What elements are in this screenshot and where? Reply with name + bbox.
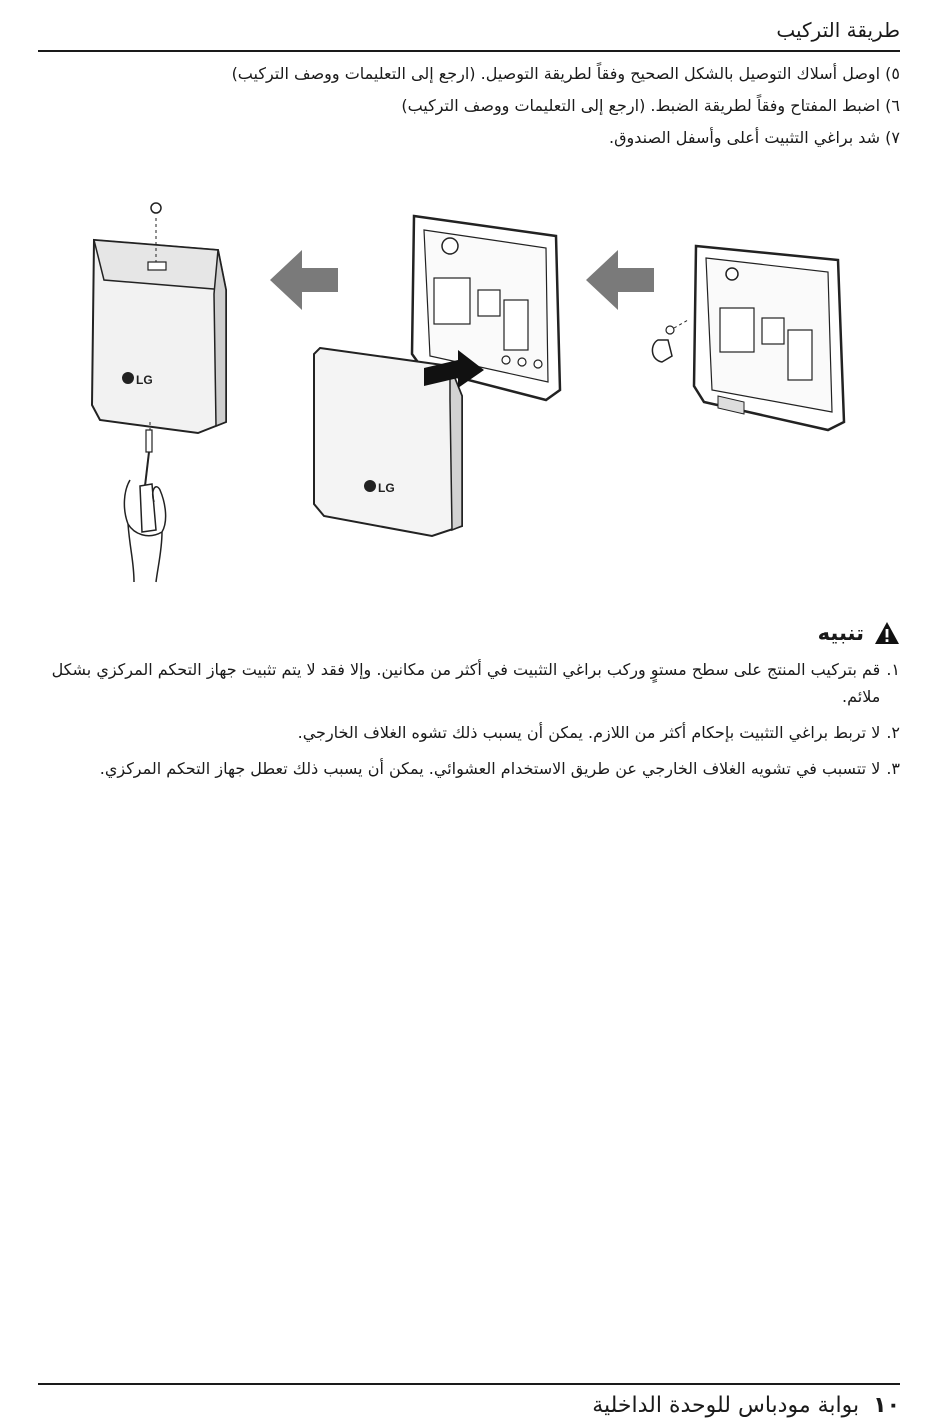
- page-footer: [38, 1383, 900, 1423]
- arrow-left-2: [586, 250, 654, 310]
- assembled-box: [92, 203, 226, 452]
- open-box-with-clamp: [652, 246, 844, 430]
- installation-steps: [38, 58, 900, 154]
- page-header: [38, 14, 900, 52]
- caution-item-text: قم بتركيب المنتج على سطح مستوٍ وركب براغي التثبيت في أكثر من مكانين. وإلا فقد لا يتم تثبيت جهاز التحكم المركزي بشكل ملائم.: [51, 660, 881, 706]
- caution-list: [38, 656, 900, 782]
- caution-item-text: لا تتسبب في تشويه الغلاف الخارجي عن طريق الاستخدام العشوائي. يمكن أن يسبب ذلك تعطل جهاز التحكم المركزي.: [99, 759, 881, 778]
- caution-section: [38, 618, 900, 791]
- caution-heading: [38, 618, 900, 648]
- lg-logo-1: LG: [136, 373, 153, 387]
- caution-title: تنبيه: [817, 621, 864, 645]
- caution-item-number: ٣.: [886, 759, 900, 778]
- screwdriver-and-hand: [124, 430, 165, 582]
- page-number: ١٠: [873, 1393, 900, 1418]
- step-5: ٥) اوصل أسلاك التوصيل بالشكل الصحيح وفقاً لطريقة التوصيل. (ارجع إلى التعليمات ووصف التركيب): [231, 64, 900, 83]
- caution-item-2: [38, 719, 900, 746]
- section-title: طريقة التركيب: [776, 18, 900, 42]
- step-6: ٦) اضبط المفتاح وفقاً لطريقة الضبط. (ارجع إلى التعليمات ووصف التركيب): [401, 96, 900, 115]
- step-7: ٧) شد براغي التثبيت أعلى وأسفل الصندوق.: [609, 128, 900, 147]
- arrow-left-1: [270, 250, 338, 310]
- caution-item-3: [38, 755, 900, 782]
- caution-item-1: [38, 656, 900, 710]
- installation-diagram: [38, 190, 900, 590]
- warning-triangle-icon: [874, 621, 900, 645]
- caution-item-number: ٢.: [886, 723, 900, 742]
- lg-logo-2: LG: [378, 481, 395, 495]
- document-title: بوابة مودباس للوحدة الداخلية: [592, 1393, 860, 1418]
- caution-item-text: لا تربط براغي التثبيت بإحكام أكثر من اللازم. يمكن أن يسبب ذلك تشوه الغلاف الخارجي.: [297, 723, 881, 742]
- installation-illustration: [38, 190, 900, 590]
- caution-item-number: ١.: [886, 660, 900, 679]
